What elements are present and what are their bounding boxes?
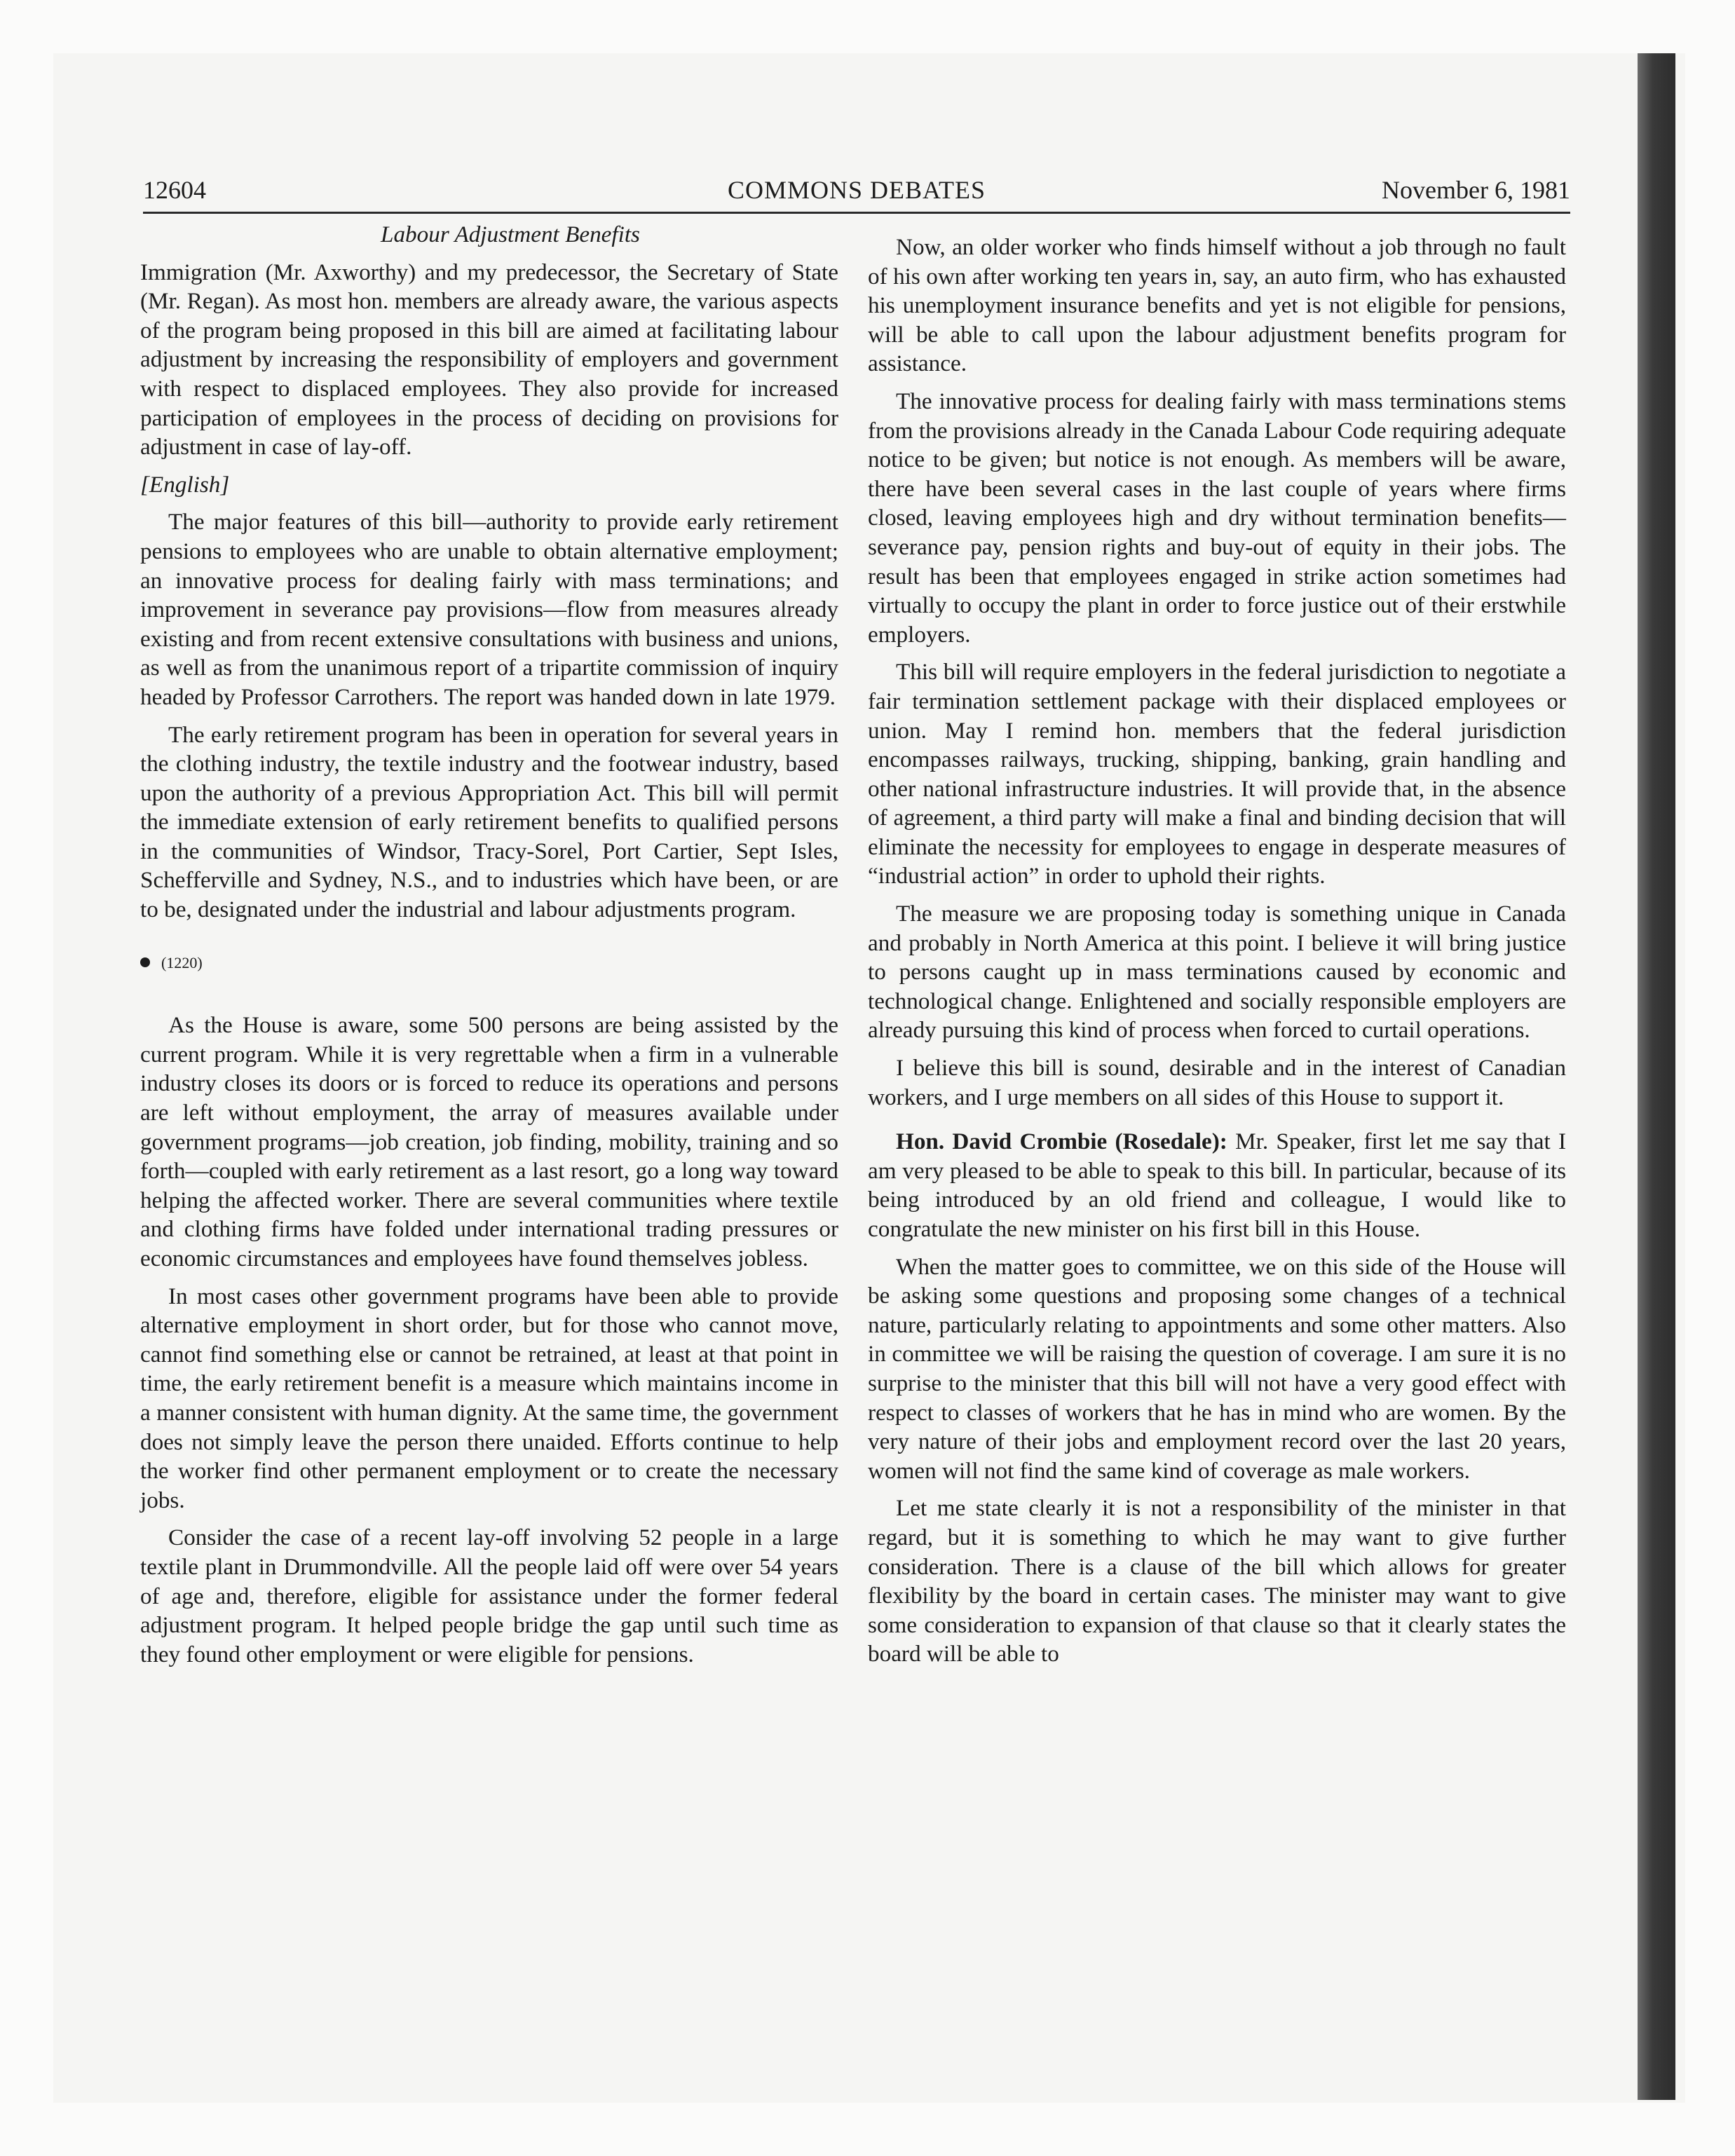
paragraph: As the House is aware, some 500 persons are being assisted by the current program. While it is very regrettable when a firm in a vulnerable industry closes its doors or is forced to reduce its operations and persons are left without employment, the array of measures available under government programs—job creation, job finding, mobility, training and so forth—coupled with early retirement as a last resort, go a long way toward helping the affected worker. There are several communities where textile and clothing firms have folded under international trading pressures or economic circumstances and employees have found themselves jobless. — [140, 1012, 838, 1271]
paragraph: The innovative process for dealing fairly with mass terminations stems from the provisions already in the Canada Labour Code requiring adequate notice to be given; but notice is not enough. As members will be aware, there have been several cases in the last couple of years where firms closed, leaving employees high and dry without termination benefits—severance pay, pension rights and buy-out of equity in their jobs. The result has been that employees engaged in strike action sometimes had virtually to occupy the plant in order to force justice out of their erstwhile employers. — [868, 388, 1566, 648]
paragraph: When the matter goes to committee, we on this side of the House will be asking some questions and proposing some changes of a technical nature, particularly relating to appointments and some other matters. Also in committee we will be raising the question of coverage. I am sure it is no surprise to the minister that this bill will not have a very good effect with respect to classes of workers that he has in mind who are women. By the very nature of their jobs and employment record over the last 20 years, women will not find the same kind of coverage as male workers. — [868, 1253, 1566, 1484]
bullet-icon — [140, 957, 150, 967]
publication-title: COMMONS DEBATES — [727, 176, 986, 204]
page-header — [143, 172, 1570, 214]
paragraph: Immigration (Mr. Axworthy) and my predecessor, the Secretary of State (Mr. Regan). As most hon. members are already aware, the various aspects of the program being proposed in this bill are aimed at facilitating labour adjustment by increasing the responsibility of employers and government with respect to displaced employees. They also provide for increased participation of employees in the process of deciding on provisions for adjustment in case of lay-off. — [140, 259, 838, 460]
speech-text: Mr. Speaker, first let me say that I am very pleased to be able to speak to this bill. In particular, because of its being introduced by an old friend and colleague, I would like to congratulate the new minister on his first bill in this House. — [868, 1128, 1566, 1242]
page-number: 12604 — [143, 176, 206, 204]
paragraph: I believe this bill is sound, desirable and in the interest of Canadian workers, and I urge members on all sides of this House to support it. — [868, 1055, 1566, 1110]
speaker-name: Hon. David Crombie (Rosedale): — [896, 1128, 1227, 1155]
paragraph: The measure we are proposing today is something unique in Canada and probably in North America at this point. I believe it will bring justice to persons caught up in mass terminations caused by economic and technological change. Enlightened and socially responsible employers are already pursuing this kind of process when forced to curtail operations. — [868, 901, 1566, 1044]
paragraph: In most cases other government programs have been able to provide alternative employment in short order, but for those who cannot move, cannot find something else or cannot be retrained, at least at that point in time, the early retirement benefit is a measure which maintains income in a manner consistent with human dignity. At the same time, the government does not simply leave the person there unaided. Efforts continue to help the worker find other permanent employment or to create the necessary jobs. — [140, 1283, 838, 1513]
speaker-paragraph — [868, 1127, 1566, 1243]
paragraph: The early retirement program has been in operation for several years in the clothing industry, the textile industry and the footwear industry, based upon the authority of a previous Appropriation Act. This bill will permit the immediate extension of early retirement benefits to qualified persons in the communities of Windsor, Tracy-Sorel, Port Cartier, Sept Isles, Schefferville and Sydney, N.S., and to industries which have been, or are to be, designated under the industrial and labour adjustments program. — [140, 721, 838, 923]
paragraph: Let me state clearly it is not a responsibility of the minister in that regard, but it is something to which he may want to give further consideration. There is a clause of the bill which allows for greater flexibility by the board in certain cases. The minister may want to give some consideration to expansion of that clause so that it clearly states the board will be able to — [868, 1495, 1566, 1667]
paragraph: The major features of this bill—authority to provide early retirement pensions to employees who are unable to obtain alternative employment; an innovative process for dealing fairly with mass terminations; and improvement in severance pay provisions—flow from measures already existing and from recent extensive consultations with business and unions, as well as from the unanimous report of a tripartite commission of inquiry headed by Professor Carrothers. The report was handed down in late 1979. — [140, 509, 838, 710]
paragraph: This bill will require employers in the federal jurisdiction to negotiate a fair termination settlement package with their displaced employees or union. May I remind hon. members that the federal jurisdiction encompasses railways, trucking, shipping, banking, grain handling and other national infrastructure industries. It will provide that, in the absence of agreement, a third party will make a final and binding decision that will eliminate the necessity for employees to engage in desperate measures of “industrial action” in order to uphold their rights. — [868, 659, 1566, 889]
language-note: [English] — [140, 471, 230, 498]
paragraph: Now, an older worker who finds himself without a job through no fault of his own after working ten years in, say, an auto firm, who has exhausted his unemployment insurance benefits and yet is not eligible for pensions, will be able to call upon the labour adjustment benefits program for assistance. — [868, 234, 1566, 377]
running-head: Labour Adjustment Benefits — [381, 221, 640, 247]
left-column — [140, 220, 838, 1677]
paragraph: Consider the case of a recent lay-off involving 52 people in a large textile plant in Drummondville. All the people laid off were over 54 years of age and, therefore, eligible for assistance under the former federal adjustment program. It helped people bridge the gap until such time as they found other employment or were eligible for pensions. — [140, 1524, 838, 1667]
time-marker — [140, 948, 838, 978]
scan-edge-bar — [1638, 53, 1675, 2100]
publication-date: November 6, 1981 — [1382, 176, 1570, 204]
time-marker-label: (1220) — [161, 953, 203, 971]
right-column — [868, 233, 1566, 1677]
